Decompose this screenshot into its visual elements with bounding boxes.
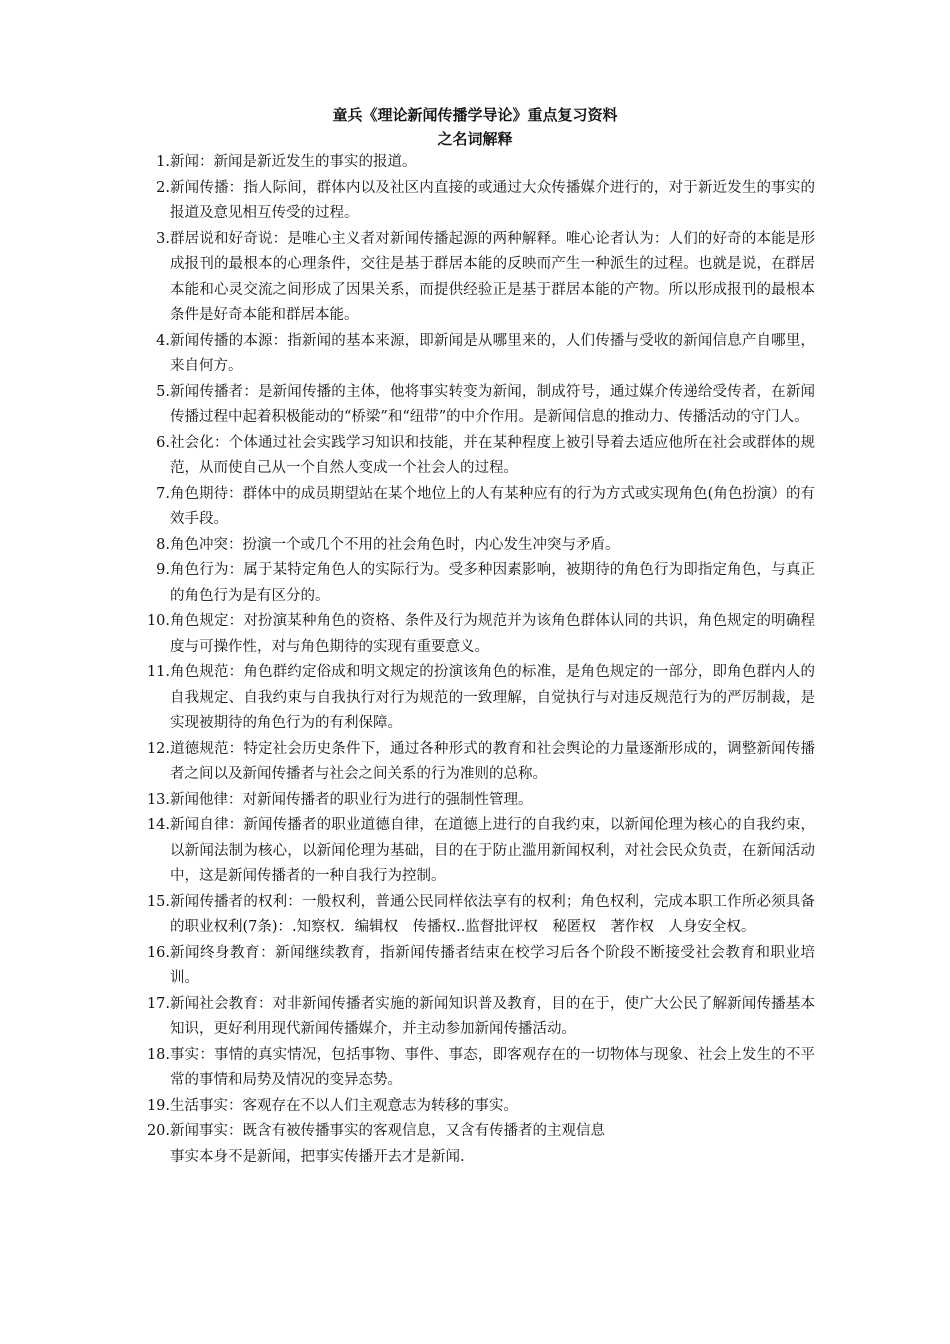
list-item (0, 329, 950, 380)
item-number: 5. (156, 383, 170, 400)
item-number: 15. (146, 893, 170, 910)
list-item (0, 431, 950, 482)
list-item (0, 788, 950, 814)
item-text: 道德规范：特定社会历史条件下，通过各种形式的教育和社会舆论的力量逐渐形成的，调整新闻传播者之间以及新闻传播者与社会之间关系的行为准则的总称。 (170, 740, 815, 782)
list-item (0, 1094, 950, 1120)
item-number: 6. (156, 434, 170, 451)
document-subtitle: 之名词解释 (437, 130, 513, 148)
item-text: 群居说和好奇说：是唯心主义者对新闻传播起源的两种解释。唯心论者认为：人们的好奇的本能是形成报刊的最根本的心理条件，交往是基于群居本能的反映而产生一种派生的过程。也就是说，在群居本能和心灵交流之间形成了因果关系，而提供经验正是基于群居本能的产物。所以形成报刊的最根本条件是好奇本能和群居本能。 (170, 230, 815, 323)
item-number: 3. (156, 230, 170, 247)
list-item (0, 890, 950, 941)
list-item (0, 1119, 950, 1170)
list-item (0, 813, 950, 890)
item-text: 新闻社会教育：对非新闻传播者实施的新闻知识普及教育，目的在于，使广大公民了解新闻传播基本知识，更好利用现代新闻传播媒介，并主动参加新闻传播活动。 (170, 995, 815, 1037)
item-text: 新闻他律：对新闻传播者的职业行为进行的强制性管理。 (170, 791, 533, 808)
item-number: 1. (156, 154, 170, 170)
item-number: 13. (146, 791, 170, 808)
item-extra-text: 事实本身不是新闻，把事实传播开去才是新闻. (170, 1148, 465, 1165)
item-number: 12. (146, 740, 170, 757)
item-text: 新闻传播：指人际间，群体内以及社区内直接的或通过大众传播媒介进行的，对于新近发生的事实的报道及意见相互传受的过程。 (170, 179, 815, 221)
item-text: 角色冲突：扮演一个或几个不用的社会角色时，内心发生冲突与矛盾。 (170, 536, 620, 553)
item-number: 11. (146, 664, 170, 680)
item-text: 社会化：个体通过社会实践学习知识和技能，并在某种程度上被引导着去适应他所在社会或群体的规范，从而使自己从一个自然人变成一个社会人的过程。 (170, 434, 815, 476)
item-text: 角色规范：角色群约定俗成和明文规定的扮演该角色的标准，是角色规定的一部分，即角色群内人的自我规定、自我约束与自我执行对行为规范的一致理解，自觉执行与对违反规范行为的严厉制裁，是实现被期待的角色行为的有利保障。 (170, 664, 815, 731)
item-number: 8. (156, 536, 170, 553)
item-text: 角色行为：属于某特定角色人的实际行为。受多种因素影响，被期待的角色行为即指定角色，与真正的角色行为是有区分的。 (170, 562, 815, 604)
item-text: 新闻自律：新闻传播者的职业道德自律，在道德上进行的自我约束，以新闻伦理为核心的自我约束，以新闻法制为核心，以新闻伦理为基础，目的在于防止滥用新闻权利，对社会民众负责，在新闻活动中，这是新闻传播者的一种自我行为控制。 (170, 817, 815, 884)
document-title: 童兵《理论新闻传播学导论》重点复习资料 (332, 106, 618, 124)
list-item (0, 533, 950, 559)
list-item (0, 380, 950, 431)
item-text: 新闻传播者的权利：一般权利，普通公民同样依法享有的权利；角色权利，完成本职工作所必须具备的职业权利(7条)：.知察权．编辑权 传播权..监督批评权 秘匿权 著作权 人身安全权。 (170, 893, 815, 935)
item-number: 4. (156, 332, 170, 349)
item-number: 17. (146, 995, 170, 1012)
list-item (0, 660, 950, 737)
item-text: 新闻终身教育：新闻继续教育，指新闻传播者结束在校学习后各个阶段不断接受社会教育和职业培训。 (170, 944, 815, 986)
list-item (0, 558, 950, 609)
item-number: 2. (156, 179, 170, 196)
item-text: 新闻：新闻是新近发生的事实的报道。 (170, 154, 417, 170)
item-number: 14. (146, 817, 170, 833)
item-text: 新闻事实：既含有被传播事实的客观信息，又含有传播者的主观信息 (170, 1123, 605, 1139)
item-text: 生活事实：客观存在不以人们主观意志为转移的事实。 (170, 1097, 518, 1114)
list-item (0, 737, 950, 788)
item-text: 角色规定：对扮演某种角色的资格、条件及行为规范并为该角色群体认同的共识，角色规定的明确程度与可操作性，对与角色期待的实现有重要意义。 (170, 613, 815, 655)
list-item (0, 992, 950, 1043)
list-item (0, 482, 950, 533)
item-number: 18. (146, 1046, 170, 1063)
list-item (0, 609, 950, 660)
list-item (0, 227, 950, 329)
item-number: 19. (146, 1097, 170, 1114)
item-text: 事实：事情的真实情况，包括事物、事件、事态，即客观存在的一切物体与现象、社会上发生的不平常的事情和局势及情况的变异态势。 (170, 1046, 815, 1088)
list-item (0, 176, 950, 227)
item-number: 10. (146, 613, 170, 629)
item-text: 角色期待：群体中的成员期望站在某个地位上的人有某种应有的行为方式或实现角色(角色扮演）的有效手段。 (170, 485, 815, 527)
item-number: 16. (146, 944, 170, 961)
list-item (0, 150, 950, 176)
item-number: 9. (156, 562, 170, 578)
item-text: 新闻传播的本源：指新闻的基本来源，即新闻是从哪里来的，人们传播与受收的新闻信息产自哪里，来自何方。 (170, 332, 815, 374)
item-number: 20. (146, 1123, 170, 1139)
item-number: 7. (156, 485, 170, 502)
list-item (0, 1043, 950, 1094)
definition-list (0, 150, 950, 1170)
item-text: 新闻传播者：是新闻传播的主体，他将事实转变为新闻，制成符号，通过媒介传递给受传者，在新闻传播过程中起着积极能动的“桥梁”和“纽带”的中介作用。是新闻信息的推动力、传播活动的守门人。 (170, 383, 815, 425)
list-item (0, 941, 950, 992)
